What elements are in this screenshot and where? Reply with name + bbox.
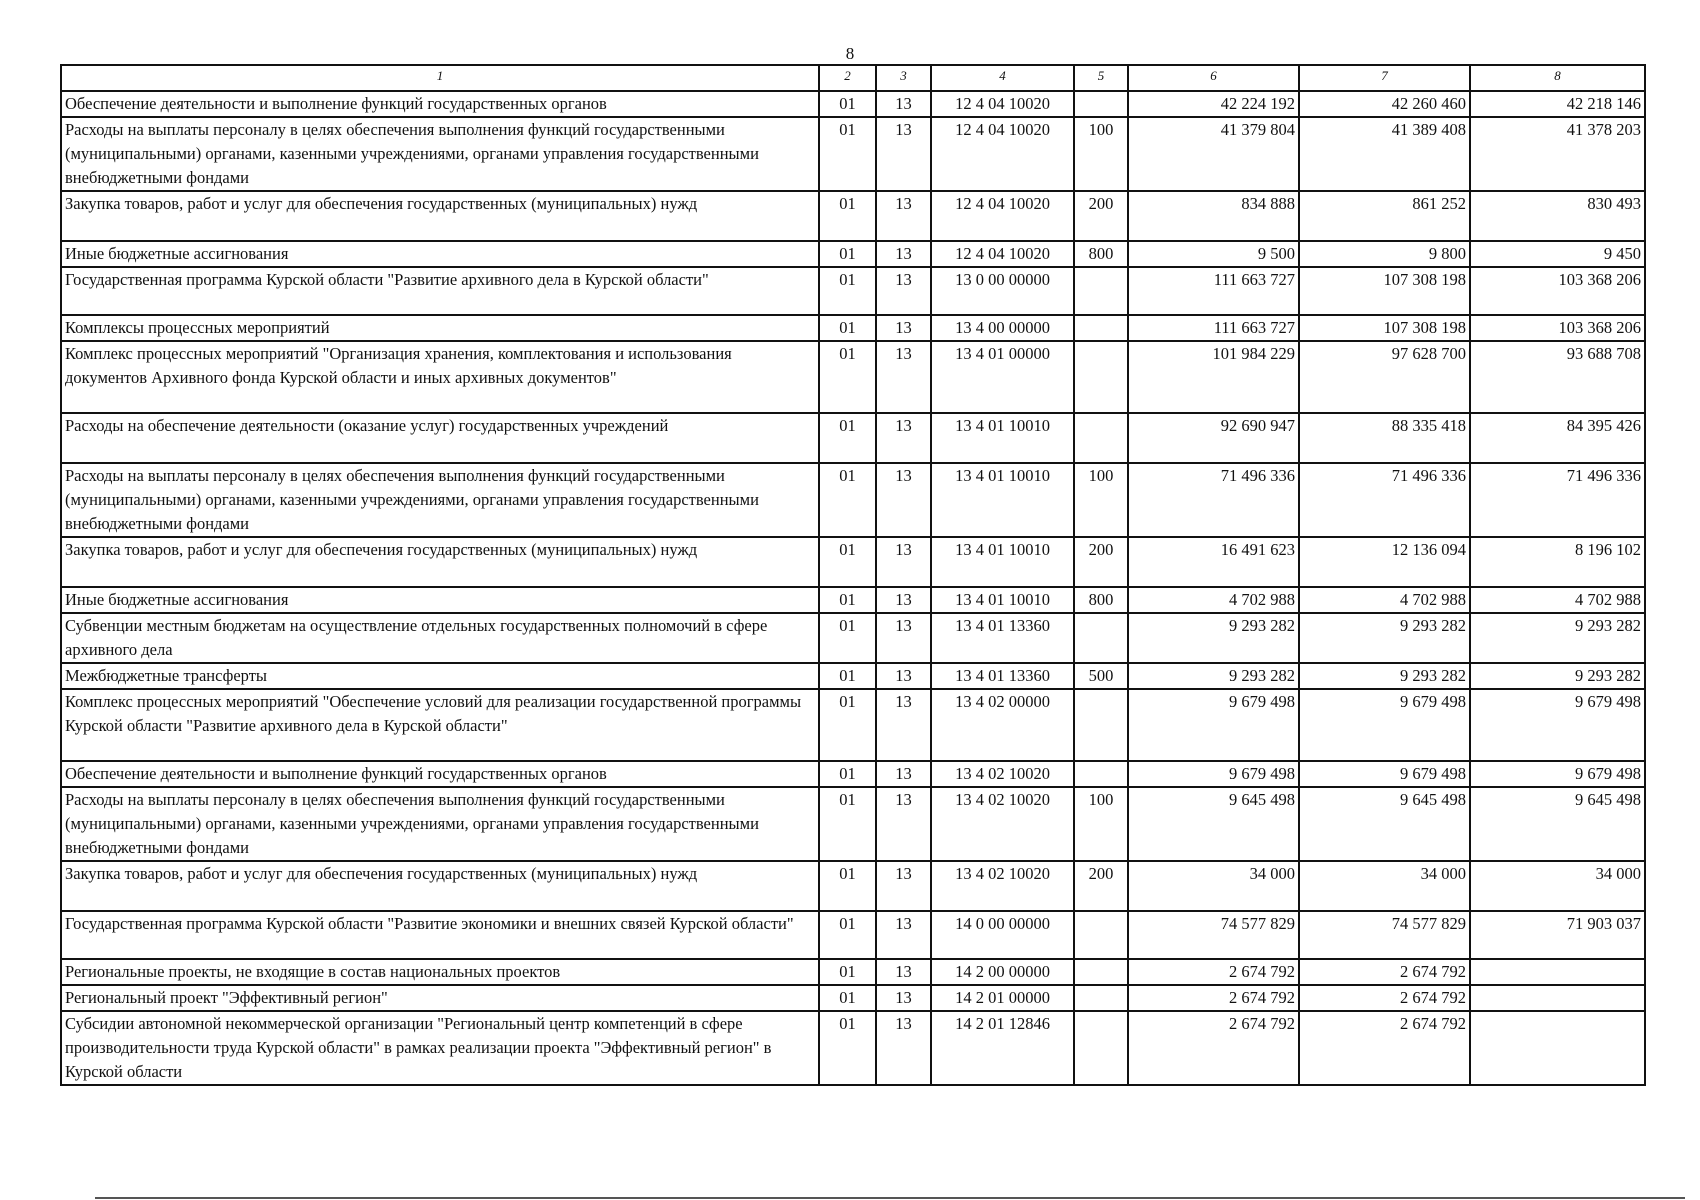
expense-name-cell: Межбюджетные трансферты [61, 663, 819, 689]
section-code-cell: 01 [819, 861, 876, 911]
amount-year-2-cell: 9 293 282 [1299, 613, 1470, 663]
section-code-cell: 01 [819, 241, 876, 267]
target-article-code-cell: 13 0 00 00000 [931, 267, 1074, 315]
subsection-code-cell: 13 [876, 613, 931, 663]
budget-table [60, 64, 1646, 1086]
table-row [61, 537, 1645, 587]
target-article-code-cell: 12 4 04 10020 [931, 117, 1074, 191]
table-row [61, 959, 1645, 985]
target-article-code-cell: 12 4 04 10020 [931, 91, 1074, 117]
section-code-cell: 01 [819, 663, 876, 689]
section-code-cell: 01 [819, 463, 876, 537]
section-code-cell: 01 [819, 191, 876, 241]
amount-year-3-cell: 9 293 282 [1470, 663, 1645, 689]
table-header-row [61, 65, 1645, 91]
amount-year-1-cell: 4 702 988 [1128, 587, 1299, 613]
table-row [61, 787, 1645, 861]
amount-year-3-cell: 103 368 206 [1470, 315, 1645, 341]
expense-name-cell: Закупка товаров, работ и услуг для обеспечения государственных (муниципальных) нужд [61, 191, 819, 241]
expense-type-code-cell [1074, 911, 1128, 959]
subsection-code-cell: 13 [876, 787, 931, 861]
table-row [61, 1011, 1645, 1085]
expense-type-code-cell: 200 [1074, 191, 1128, 241]
subsection-code-cell: 13 [876, 341, 931, 413]
amount-year-1-cell: 41 379 804 [1128, 117, 1299, 191]
expense-name-cell: Закупка товаров, работ и услуг для обеспечения государственных (муниципальных) нужд [61, 861, 819, 911]
expense-name-cell: Расходы на выплаты персоналу в целях обеспечения выполнения функций государственными (муниципальными) органами, казенными учреждениями, органами управления государственными внебюджетными фондами [61, 463, 819, 537]
amount-year-1-cell: 9 293 282 [1128, 663, 1299, 689]
target-article-code-cell: 13 4 01 00000 [931, 341, 1074, 413]
subsection-code-cell: 13 [876, 911, 931, 959]
section-code-cell: 01 [819, 587, 876, 613]
subsection-code-cell: 13 [876, 587, 931, 613]
amount-year-3-cell [1470, 985, 1645, 1011]
amount-year-2-cell: 12 136 094 [1299, 537, 1470, 587]
subsection-code-cell: 13 [876, 463, 931, 537]
target-article-code-cell: 13 4 02 10020 [931, 761, 1074, 787]
section-code-cell: 01 [819, 267, 876, 315]
section-code-cell: 01 [819, 117, 876, 191]
amount-year-2-cell: 107 308 198 [1299, 315, 1470, 341]
amount-year-3-cell: 8 196 102 [1470, 537, 1645, 587]
amount-year-1-cell: 9 645 498 [1128, 787, 1299, 861]
target-article-code-cell: 13 4 01 10010 [931, 463, 1074, 537]
amount-year-1-cell: 9 500 [1128, 241, 1299, 267]
section-code-cell: 01 [819, 413, 876, 463]
section-code-cell: 01 [819, 689, 876, 761]
column-header-1: 1 [61, 65, 819, 91]
expense-type-code-cell [1074, 315, 1128, 341]
target-article-code-cell: 13 4 02 10020 [931, 787, 1074, 861]
target-article-code-cell: 12 4 04 10020 [931, 191, 1074, 241]
expense-name-cell: Комплекс процессных мероприятий "Обеспечение условий для реализации государственной программы Курской области "Развитие архивного дела в Курской области" [61, 689, 819, 761]
subsection-code-cell: 13 [876, 117, 931, 191]
amount-year-1-cell: 101 984 229 [1128, 341, 1299, 413]
section-code-cell: 01 [819, 985, 876, 1011]
amount-year-3-cell: 34 000 [1470, 861, 1645, 911]
amount-year-2-cell: 9 645 498 [1299, 787, 1470, 861]
amount-year-3-cell: 9 293 282 [1470, 613, 1645, 663]
expense-name-cell: Региональные проекты, не входящие в состав национальных проектов [61, 959, 819, 985]
expense-type-code-cell [1074, 91, 1128, 117]
table-row [61, 663, 1645, 689]
expense-type-code-cell: 500 [1074, 663, 1128, 689]
expense-name-cell: Закупка товаров, работ и услуг для обеспечения государственных (муниципальных) нужд [61, 537, 819, 587]
amount-year-1-cell: 111 663 727 [1128, 267, 1299, 315]
expense-name-cell: Государственная программа Курской области "Развитие экономики и внешних связей Курской области" [61, 911, 819, 959]
section-code-cell: 01 [819, 787, 876, 861]
amount-year-2-cell: 4 702 988 [1299, 587, 1470, 613]
target-article-code-cell: 13 4 02 00000 [931, 689, 1074, 761]
target-article-code-cell: 13 4 01 10010 [931, 413, 1074, 463]
amount-year-2-cell: 88 335 418 [1299, 413, 1470, 463]
target-article-code-cell: 12 4 04 10020 [931, 241, 1074, 267]
table-row [61, 241, 1645, 267]
table-row [61, 985, 1645, 1011]
expense-type-code-cell [1074, 267, 1128, 315]
amount-year-1-cell: 111 663 727 [1128, 315, 1299, 341]
target-article-code-cell: 14 2 01 12846 [931, 1011, 1074, 1085]
table-row [61, 117, 1645, 191]
expense-type-code-cell [1074, 985, 1128, 1011]
section-code-cell: 01 [819, 1011, 876, 1085]
amount-year-2-cell: 2 674 792 [1299, 985, 1470, 1011]
subsection-code-cell: 13 [876, 861, 931, 911]
section-code-cell: 01 [819, 341, 876, 413]
expense-type-code-cell: 800 [1074, 241, 1128, 267]
subsection-code-cell: 13 [876, 91, 931, 117]
section-code-cell: 01 [819, 613, 876, 663]
expense-type-code-cell: 100 [1074, 117, 1128, 191]
subsection-code-cell: 13 [876, 985, 931, 1011]
expense-name-cell: Расходы на выплаты персоналу в целях обеспечения выполнения функций государственными (муниципальными) органами, казенными учреждениями, органами управления государственными внебюджетными фондами [61, 787, 819, 861]
table-row [61, 761, 1645, 787]
amount-year-1-cell: 74 577 829 [1128, 911, 1299, 959]
table-row [61, 911, 1645, 959]
subsection-code-cell: 13 [876, 663, 931, 689]
amount-year-2-cell: 41 389 408 [1299, 117, 1470, 191]
amount-year-3-cell: 4 702 988 [1470, 587, 1645, 613]
subsection-code-cell: 13 [876, 537, 931, 587]
page-number: 8 [845, 44, 855, 63]
table-row [61, 463, 1645, 537]
expense-type-code-cell [1074, 761, 1128, 787]
amount-year-3-cell: 9 450 [1470, 241, 1645, 267]
amount-year-1-cell: 834 888 [1128, 191, 1299, 241]
expense-name-cell: Иные бюджетные ассигнования [61, 241, 819, 267]
expense-name-cell: Иные бюджетные ассигнования [61, 587, 819, 613]
expense-name-cell: Расходы на выплаты персоналу в целях обеспечения выполнения функций государственными (муниципальными) органами, казенными учреждениями, органами управления государственными внебюджетными фондами [61, 117, 819, 191]
budget-table-body [61, 91, 1645, 1085]
section-code-cell: 01 [819, 911, 876, 959]
table-row [61, 587, 1645, 613]
amount-year-1-cell: 9 679 498 [1128, 761, 1299, 787]
amount-year-1-cell: 34 000 [1128, 861, 1299, 911]
table-row [61, 861, 1645, 911]
expense-name-cell: Субвенции местным бюджетам на осуществление отдельных государственных полномочий в сфере архивного дела [61, 613, 819, 663]
table-row [61, 341, 1645, 413]
expense-name-cell: Обеспечение деятельности и выполнение функций государственных органов [61, 761, 819, 787]
expense-type-code-cell [1074, 341, 1128, 413]
table-row [61, 191, 1645, 241]
amount-year-1-cell: 9 679 498 [1128, 689, 1299, 761]
expense-name-cell: Региональный проект "Эффективный регион" [61, 985, 819, 1011]
subsection-code-cell: 13 [876, 267, 931, 315]
amount-year-1-cell: 42 224 192 [1128, 91, 1299, 117]
amount-year-2-cell: 71 496 336 [1299, 463, 1470, 537]
amount-year-2-cell: 2 674 792 [1299, 1011, 1470, 1085]
target-article-code-cell: 14 0 00 00000 [931, 911, 1074, 959]
amount-year-3-cell: 103 368 206 [1470, 267, 1645, 315]
amount-year-2-cell: 42 260 460 [1299, 91, 1470, 117]
expense-name-cell: Государственная программа Курской области "Развитие архивного дела в Курской области" [61, 267, 819, 315]
amount-year-2-cell: 2 674 792 [1299, 959, 1470, 985]
expense-name-cell: Комплекс процессных мероприятий "Организация хранения, комплектования и использования документов Архивного фонда Курской области и иных архивных документов" [61, 341, 819, 413]
expense-name-cell: Комплексы процессных мероприятий [61, 315, 819, 341]
amount-year-3-cell: 84 395 426 [1470, 413, 1645, 463]
expense-name-cell: Субсидии автономной некоммерческой организации "Региональный центр компетенций в сфере производительности труда Курской области" в рамках реализации проекта "Эффективный регион" в Курской области [61, 1011, 819, 1085]
target-article-code-cell: 13 4 01 13360 [931, 613, 1074, 663]
section-code-cell: 01 [819, 315, 876, 341]
table-row [61, 613, 1645, 663]
amount-year-1-cell: 16 491 623 [1128, 537, 1299, 587]
subsection-code-cell: 13 [876, 241, 931, 267]
amount-year-1-cell: 2 674 792 [1128, 959, 1299, 985]
subsection-code-cell: 13 [876, 191, 931, 241]
column-header-2: 2 [819, 65, 876, 91]
expense-name-cell: Расходы на обеспечение деятельности (оказание услуг) государственных учреждений [61, 413, 819, 463]
section-code-cell: 01 [819, 537, 876, 587]
amount-year-1-cell: 71 496 336 [1128, 463, 1299, 537]
expense-type-code-cell [1074, 959, 1128, 985]
amount-year-3-cell: 93 688 708 [1470, 341, 1645, 413]
section-code-cell: 01 [819, 91, 876, 117]
amount-year-3-cell: 71 903 037 [1470, 911, 1645, 959]
amount-year-1-cell: 2 674 792 [1128, 1011, 1299, 1085]
subsection-code-cell: 13 [876, 689, 931, 761]
table-row [61, 413, 1645, 463]
expense-type-code-cell: 100 [1074, 787, 1128, 861]
amount-year-2-cell: 9 293 282 [1299, 663, 1470, 689]
amount-year-2-cell: 34 000 [1299, 861, 1470, 911]
section-code-cell: 01 [819, 761, 876, 787]
amount-year-2-cell: 97 628 700 [1299, 341, 1470, 413]
table-row [61, 315, 1645, 341]
target-article-code-cell: 13 4 00 00000 [931, 315, 1074, 341]
expense-type-code-cell: 100 [1074, 463, 1128, 537]
column-header-4: 4 [931, 65, 1074, 91]
expense-type-code-cell: 800 [1074, 587, 1128, 613]
expense-type-code-cell [1074, 413, 1128, 463]
subsection-code-cell: 13 [876, 1011, 931, 1085]
amount-year-2-cell: 107 308 198 [1299, 267, 1470, 315]
amount-year-3-cell: 9 679 498 [1470, 761, 1645, 787]
bottom-rule [95, 1197, 1685, 1199]
amount-year-2-cell: 74 577 829 [1299, 911, 1470, 959]
amount-year-2-cell: 9 800 [1299, 241, 1470, 267]
table-row [61, 689, 1645, 761]
target-article-code-cell: 14 2 00 00000 [931, 959, 1074, 985]
expense-type-code-cell [1074, 1011, 1128, 1085]
amount-year-3-cell: 9 679 498 [1470, 689, 1645, 761]
expense-type-code-cell [1074, 689, 1128, 761]
amount-year-3-cell: 830 493 [1470, 191, 1645, 241]
amount-year-2-cell: 861 252 [1299, 191, 1470, 241]
column-header-5: 5 [1074, 65, 1128, 91]
target-article-code-cell: 14 2 01 00000 [931, 985, 1074, 1011]
column-header-7: 7 [1299, 65, 1470, 91]
target-article-code-cell: 13 4 01 10010 [931, 587, 1074, 613]
table-row [61, 91, 1645, 117]
column-header-8: 8 [1470, 65, 1645, 91]
amount-year-3-cell: 41 378 203 [1470, 117, 1645, 191]
amount-year-3-cell [1470, 1011, 1645, 1085]
amount-year-3-cell: 71 496 336 [1470, 463, 1645, 537]
amount-year-1-cell: 9 293 282 [1128, 613, 1299, 663]
amount-year-2-cell: 9 679 498 [1299, 761, 1470, 787]
subsection-code-cell: 13 [876, 761, 931, 787]
subsection-code-cell: 13 [876, 413, 931, 463]
section-code-cell: 01 [819, 959, 876, 985]
target-article-code-cell: 13 4 01 10010 [931, 537, 1074, 587]
target-article-code-cell: 13 4 01 13360 [931, 663, 1074, 689]
amount-year-3-cell [1470, 959, 1645, 985]
subsection-code-cell: 13 [876, 315, 931, 341]
amount-year-3-cell: 42 218 146 [1470, 91, 1645, 117]
amount-year-3-cell: 9 645 498 [1470, 787, 1645, 861]
expense-type-code-cell: 200 [1074, 861, 1128, 911]
subsection-code-cell: 13 [876, 959, 931, 985]
amount-year-1-cell: 2 674 792 [1128, 985, 1299, 1011]
expense-name-cell: Обеспечение деятельности и выполнение функций государственных органов [61, 91, 819, 117]
expense-type-code-cell: 200 [1074, 537, 1128, 587]
target-article-code-cell: 13 4 02 10020 [931, 861, 1074, 911]
expense-type-code-cell [1074, 613, 1128, 663]
table-row [61, 267, 1645, 315]
amount-year-2-cell: 9 679 498 [1299, 689, 1470, 761]
amount-year-1-cell: 92 690 947 [1128, 413, 1299, 463]
column-header-6: 6 [1128, 65, 1299, 91]
column-header-3: 3 [876, 65, 931, 91]
